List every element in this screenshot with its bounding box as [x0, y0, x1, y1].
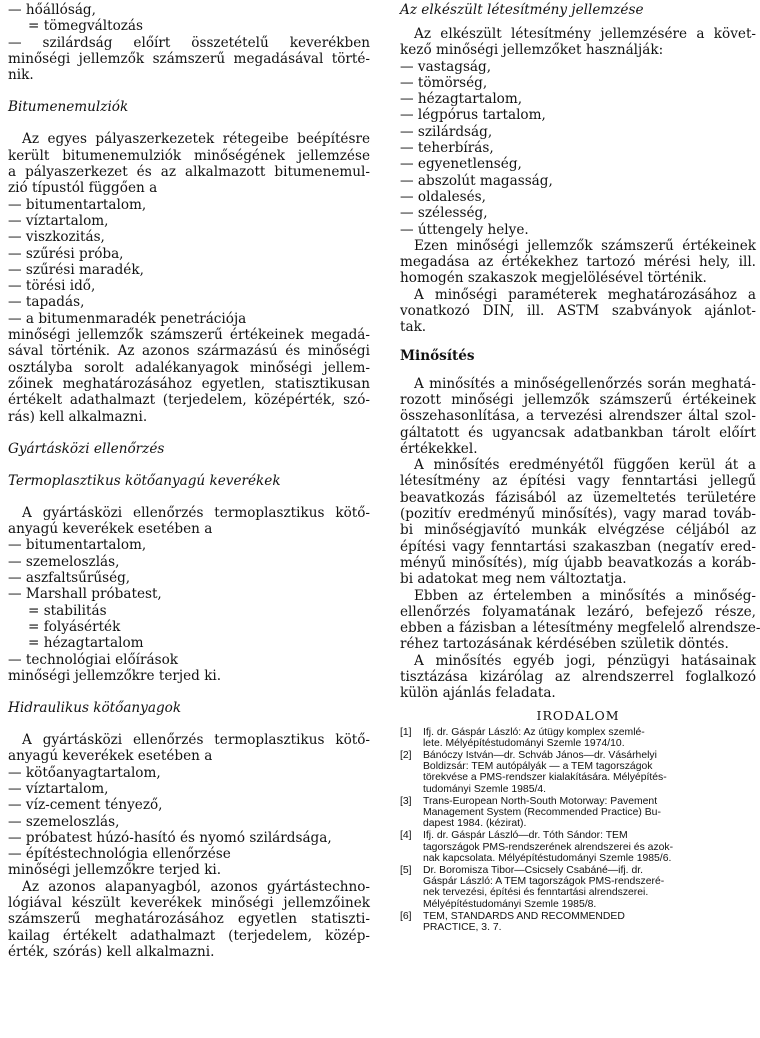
reference-text: nak kapcsolata. Mélyépítéstudományi Szemle 1985/6. — [423, 852, 672, 864]
reference-number: [6] — [400, 910, 412, 922]
list-item: — a bitumenmaradék penetrációja — [8, 310, 247, 327]
text-line: anyagú keverékek esetében a — [8, 748, 213, 765]
list-item: — vastagság, — [400, 58, 492, 75]
text-line: vonatkozó DIN, ill. ASTM szabványok ajánlot- — [400, 303, 756, 320]
text-line: létesítmény az építési vagy fenntartási jellegű — [400, 473, 756, 490]
text-line: Az elkészült létesítmény jellemzésére a követ- — [414, 26, 756, 42]
reference-text: Boldizsár: TEM autópályák — a TEM tagországok — [423, 761, 653, 773]
text-line: lógiával készült keverékek minőségi jellemzőinek — [8, 895, 370, 912]
reference-text: TEM, STANDARDS AND RECOMMENDED — [423, 910, 625, 922]
text-line: beavatkozás fázisából az üzemeltetés területére — [400, 489, 756, 506]
text-line: Az egyes pályaszerkezetek rétegeibe beépítésre — [22, 131, 370, 148]
text-line: Ebben az értelemben a minősítés a minőség- — [414, 587, 756, 604]
section-heading-letesitmeny: Az elkészült létesítmény jellemzése — [400, 2, 644, 18]
text-line: (pozitív eredményű minősítés), vagy marad továb- — [400, 506, 756, 523]
list-item: — abszolút magasság, — [400, 172, 553, 189]
text-line: = tömegváltozás — [28, 18, 144, 35]
subsection-heading-hidraulikus: Hidraulikus kötőanyagok — [8, 700, 182, 717]
reference-text: törekvése a PMS-rendszer kialakítására. Mélyépítés- — [423, 772, 667, 784]
reference-text: PRACTICE, 3. 7. — [423, 922, 502, 934]
text-line: A minősítés egyéb jogi, pénzügyi hatásainak — [414, 652, 756, 669]
text-line: minőségi jellemzők számszerű értékeinek megadá- — [8, 327, 370, 344]
reference-text: Gáspár László: A TEM tagországok PMS-rendszeré- — [423, 876, 665, 888]
text-line: anyagú keverékek esetében a — [8, 521, 213, 538]
section-heading-bitumenemulziok: Bitumenemulziók — [8, 99, 129, 116]
list-item: — bitumentartalom, — [8, 196, 147, 213]
text-line: A minősítés a minőségellenőrzés során meghatá- — [414, 375, 756, 392]
list-item: — szűrési próba, — [8, 245, 124, 262]
text-line: — szilárdság előírt összetételű keverékben — [8, 34, 370, 51]
list-item: — víztartalom, — [8, 780, 109, 797]
reference-text: Ifj. dr. Gáspár László—dr. Tóth Sándor: TEM — [423, 830, 628, 842]
text-line: rás) kell alkalmazni. — [8, 408, 148, 425]
list-item: — kötőanyagtartalom, — [8, 764, 161, 781]
references-heading: IRODALOM — [536, 707, 620, 723]
text-line: sával történik. Az azonos származású és minőségi — [8, 343, 370, 360]
text-line: réhez tartozásának kérdésében születik döntés. — [400, 636, 729, 653]
reference-number: [3] — [400, 795, 412, 807]
text-line: A minősítés eredményétől függően kerül át a — [414, 457, 756, 474]
list-item: — szélesség, — [400, 205, 488, 222]
reference-item — [400, 750, 756, 795]
text-line: bi adatokat meg nem változtatja. — [400, 571, 627, 588]
list-item: — bitumentartalom, — [8, 537, 147, 554]
list-item: — tapadás, — [8, 294, 85, 311]
section-heading-gyartaskozi: Gyártásközi ellenőrzés — [8, 440, 165, 457]
list-item: — oldalesés, — [400, 188, 486, 205]
text-line: minőségi jellemzőkre terjed ki. — [8, 667, 222, 684]
text-line: zőinek meghatározásához egyetlen, statisztikusan — [8, 375, 370, 392]
reference-item — [400, 911, 756, 933]
list-item: — légpórus tartalom, — [400, 107, 546, 124]
text-line: kező minőségi jellemzőket használják: — [400, 42, 664, 59]
list-item: — viszkozitás, — [8, 229, 105, 246]
text-line: került bitumenemulziók minőségének jellemzése — [8, 147, 370, 164]
text-line: gáltatott és ugyancsak adatbankban tárolt előírt — [400, 424, 756, 441]
sublist-item: = folyásérték — [28, 618, 121, 635]
list-item: — próbatest húzó-hasító és nyomó szilárdsága, — [8, 829, 332, 846]
text-line: nik. — [8, 67, 34, 84]
text-line: összehasonlítása, a tervezési alrendszer által szol- — [400, 408, 756, 425]
text-line: megadása az értékekhez tartozó mérési hely, ill. — [400, 254, 756, 271]
reference-number: [2] — [400, 749, 412, 761]
text-line: bi minőségjavító munkák elvégzése céljából az — [400, 522, 756, 539]
reference-item — [400, 865, 756, 910]
right-column — [400, 2, 760, 934]
reference-number: [1] — [400, 726, 412, 738]
list-item: — szemeloszlás, — [8, 813, 120, 830]
text-line: ebben a fázisban a létesítmény megfelelő alrendsze- — [400, 620, 760, 637]
reference-text: lete. Mélyépítéstudományi Szemle 1974/10. — [423, 737, 625, 749]
text-line: Ezen minőségi jellemzők számszerű értékeinek — [414, 237, 756, 254]
text-line: építési vagy fenntartási szakaszban (negatív ered- — [400, 538, 756, 555]
list-item: — egyenetlenség, — [400, 156, 522, 173]
text-line: zió típustól függően a — [8, 180, 158, 197]
text-line: értékekkel. — [400, 440, 478, 457]
list-item: — hézagtartalom, — [400, 91, 523, 108]
text-line: tak. — [400, 319, 427, 336]
text-line: osztályba sorolt adalékanyagok minőségi jellem- — [8, 359, 370, 376]
text-line: ellenőrzés folyamatának lezáró, befejező része, — [400, 603, 756, 620]
reference-text: dapest 1984. (kézirat). — [423, 818, 527, 830]
reference-text: Dr. Boromisza Tibor—Csicsely Csabáné—ifj. dr. — [423, 865, 644, 877]
text-line: értékelt adathalmazt (terjedelem, középérték, szó- — [8, 392, 370, 409]
list-item: — Marshall próbatest, — [8, 586, 162, 603]
reference-text: Mélyépítéstudományi Szemle 1985/8. — [423, 898, 597, 910]
list-item: — építéstechnológia ellenőrzése — [8, 846, 231, 863]
subsection-heading-termoplasztikus: Termoplasztikus kötőanyagú keverékek — [8, 472, 281, 489]
text-line: A gyártásközi ellenőrzés termoplasztikus kötő- — [22, 504, 370, 521]
list-item: — szilárdság, — [400, 123, 493, 140]
list-item: — szűrési maradék, — [8, 261, 144, 278]
text-line: ményű minősítés), míg újabb beavatkozás a koráb- — [400, 554, 756, 571]
text-line: érték, szórás) kell alkalmazni. — [8, 943, 215, 960]
text-line: a pályaszerkezet és az alkalmazott bitumenemul- — [8, 164, 370, 181]
text-line: külön ajánlás feladata. — [400, 685, 556, 702]
reference-item — [400, 727, 756, 749]
section-heading-minosites: Minősítés — [400, 347, 475, 364]
list-item: — tömörség, — [400, 74, 488, 91]
text-line: minőségi jellemzők számszerű megadásával törté- — [8, 50, 370, 67]
list-item: — úttengely helye. — [400, 221, 529, 238]
text-line: Az azonos alapanyagból, azonos gyártástechno- — [22, 878, 370, 895]
reference-number: [4] — [400, 830, 412, 842]
text-line: rozott minőségi jellemzők számszerű értékeinek — [400, 391, 756, 408]
reference-number: [5] — [400, 865, 412, 877]
list-item: — szemeloszlás, — [8, 553, 120, 570]
list-item: — teherbírás, — [400, 140, 494, 157]
reference-item — [400, 796, 756, 830]
reference-text: nek tervezési, építési és fenntartási alrendszerei. — [423, 887, 649, 899]
reference-text: tudományi Szemle 1985/4. — [423, 783, 547, 795]
text-line: minőségi jellemzőkre terjed ki. — [8, 862, 222, 879]
text-line: A gyártásközi ellenőrzés termoplasztikus kötő- — [22, 732, 370, 749]
sublist-item: = stabilitás — [28, 602, 107, 619]
list-item: — víz-cement tényező, — [8, 797, 163, 814]
sublist-item: = hézagtartalom — [28, 635, 144, 652]
text-line: A minőségi paraméterek meghatározásához a — [414, 286, 756, 303]
list-item: — aszfaltsűrűség, — [8, 570, 131, 587]
list-item: — víztartalom, — [8, 212, 109, 229]
text-line: — hőállóság, — [8, 2, 96, 18]
list-item: — törési idő, — [8, 278, 96, 295]
left-column — [8, 2, 370, 960]
reference-text: Management System (Recommended Practice) Bu- — [423, 807, 661, 818]
reference-text: Trans-European North-South Motorway: Pavement — [423, 795, 658, 807]
text-line: tisztázása kizárólag az alrendszerrel foglalkozó — [400, 668, 756, 685]
list-item: — technológiai előírások — [8, 651, 179, 668]
reference-text: tagországok PMS-rendszerének alrendszerei és azok- — [423, 841, 674, 853]
text-line: kailag értékelt adathalmazt (terjedelem, közép- — [8, 927, 370, 944]
reference-text: Ifj. dr. Gáspár László: Az útügy komplex szemlé- — [423, 726, 645, 738]
text-line: számszerű meghatározásához egyetlen statiszti- — [8, 911, 370, 928]
reference-text: Bánóczy István—dr. Schváb János—dr. Vásárhelyi — [423, 749, 657, 761]
reference-item — [400, 830, 756, 864]
text-line: homogén szakaszok megjelölésével történik. — [400, 270, 707, 287]
